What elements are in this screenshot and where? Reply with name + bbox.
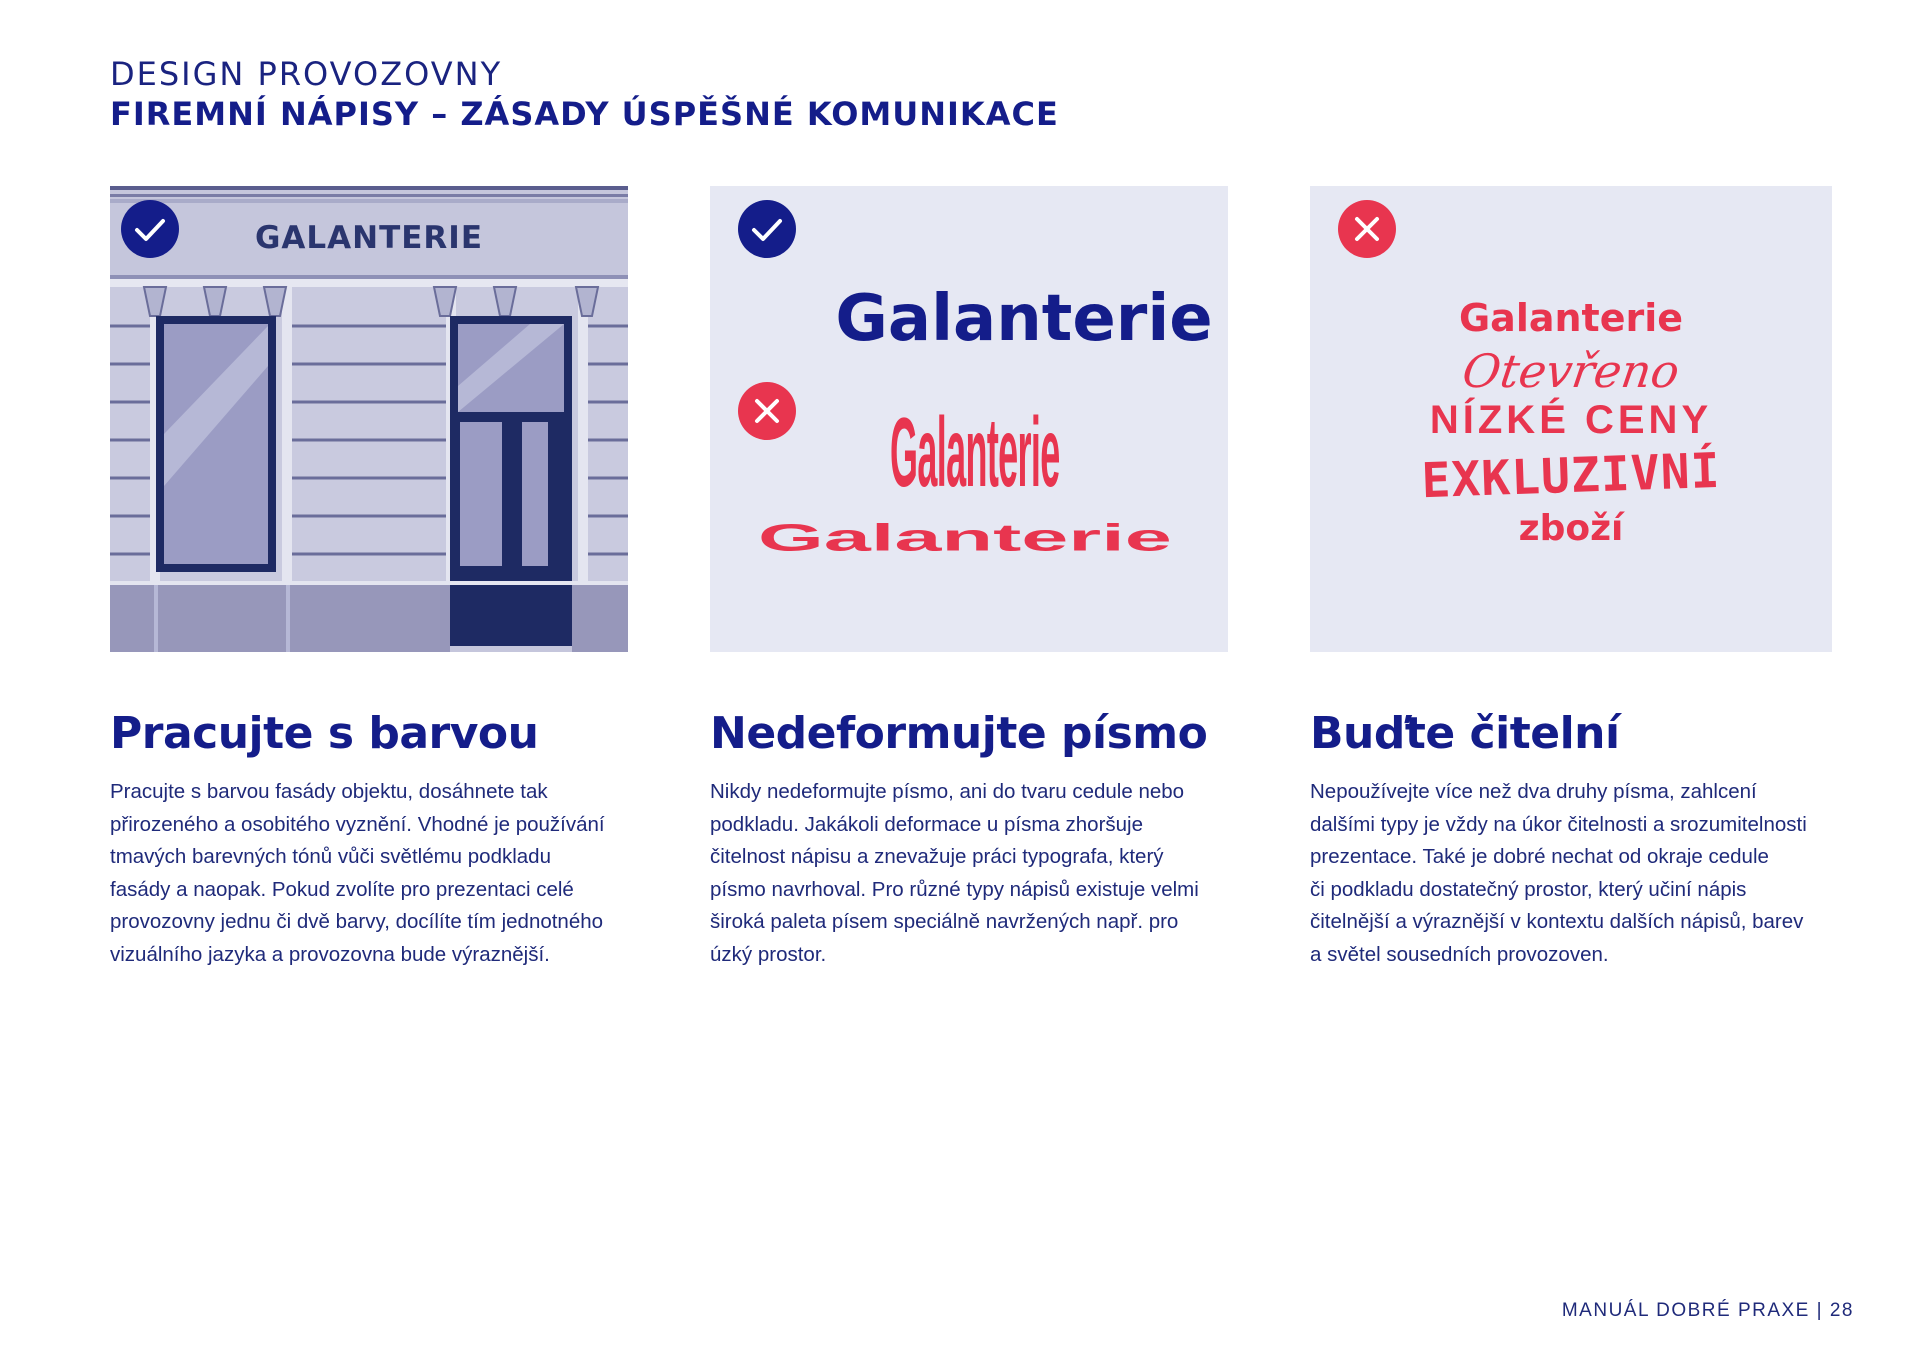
check-icon: [738, 200, 796, 258]
condensed-sample: Galanterie: [890, 397, 1060, 509]
correct-sample: Galanterie: [835, 282, 1213, 356]
section-color: [110, 706, 640, 971]
mixed-font-line-4: EXKLUZIVNÍ: [1420, 442, 1722, 510]
font-deformation-panel: [710, 186, 1228, 652]
section-body: Nepoužívejte více než dva druhy písma, zahlcení dalšími typy je vždy na úkor čitelnosti a srozumitelnosti prezentace. Také je dobré nechat od okraje cedule či podkladu dostatečný prostor, který učiní nápis čitelnější a výraznější v kontextu dalších nápisů, barev a světel sousedních provozoven.: [1310, 780, 1807, 966]
mixed-font-line-5: zboží: [1518, 508, 1624, 549]
section-body: Pracujte s barvou fasády objektu, dosáhnete tak přirozeného a osobitého vyznění. Vhodné je používání tmavých barevných tónů vůči světlému podkladu fasády a naopak. Pokud zvolíte pro prezentaci celé provozovny jednu či dvě barvy, docílíte tím jednotného vizuálního jazyka a provozovna bude výraznější.: [110, 780, 605, 966]
x-icon: [1338, 200, 1396, 258]
section-heading: Buďte čitelní: [1310, 708, 1620, 759]
mixed-font-line-2: Otevřeno: [1459, 344, 1683, 398]
page-header: [110, 54, 1059, 134]
readability-panel: [1310, 186, 1832, 652]
check-icon: [121, 200, 179, 258]
section-heading: Pracujte s barvou: [110, 708, 539, 759]
storefront-illustration: [110, 186, 628, 652]
section-readability: [1310, 706, 1840, 971]
stretched-sample: Galanterie: [758, 516, 1172, 560]
mixed-font-line-3: NÍZKÉ CENY: [1429, 398, 1713, 442]
mixed-font-line-1: Galanterie: [1458, 296, 1684, 340]
sign-text: GALANTERIE: [254, 220, 484, 256]
section-body: Nikdy nedeformujte písmo, ani do tvaru cedule nebo podkladu. Jakákoli deformace u písma zhoršuje čitelnost nápisu a znevažuje práci typografa, který písmo navrhoval. Pro různé typy nápisů existuje velmi široká paleta písem speciálně navržených např. pro úzký prostor.: [710, 780, 1199, 966]
section-deformation: [710, 706, 1240, 971]
page-footer: MANUÁL DOBRÉ PRAXE | 28: [1561, 1300, 1854, 1321]
x-icon: [738, 382, 796, 440]
section-heading: Nedeformujte písmo: [710, 708, 1208, 759]
page-title: FIREMNÍ NÁPISY – ZÁSADY ÚSPĚŠNÉ KOMUNIKACE: [110, 95, 1059, 133]
section-kicker: DESIGN PROVOZOVNY: [110, 55, 503, 93]
